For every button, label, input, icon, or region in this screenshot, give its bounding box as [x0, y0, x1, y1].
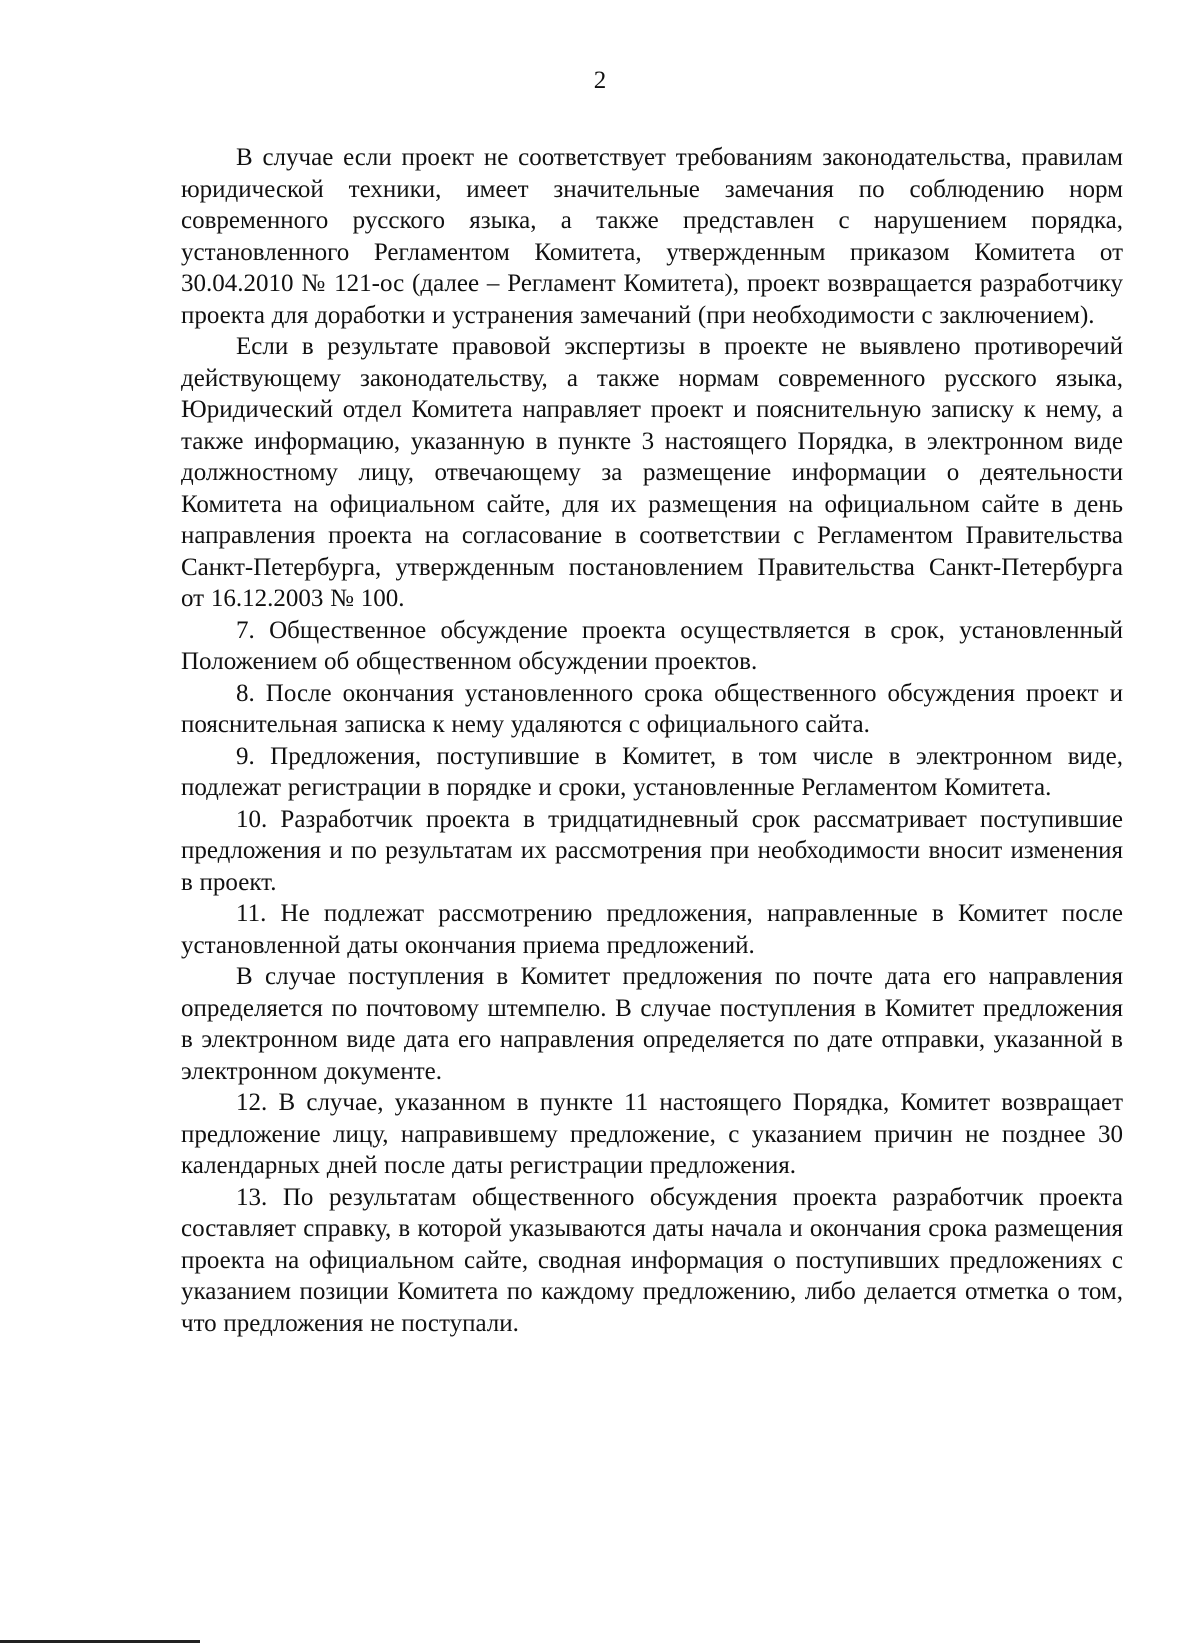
paragraph-item-9: 9. Предложения, поступившие в Комитет, в том числе в электронном виде, подлежат регистрации в порядке и сроки, установленные Регламентом Комитета.: [181, 742, 1123, 801]
document-body: [181, 142, 1123, 1339]
paragraph-item-12: 12. В случае, указанном в пункте 11 настоящего Порядка, Комитет возвращает предложение лицу, направившему предложение, с указанием причин не позднее 30 календарных дней после даты регистрации предложения.: [181, 1089, 1123, 1179]
paragraph-item-11-postal: В случае поступления в Комитет предложения по почте дата его направления определяется по почтовому штемпелю. В случае поступления в Комитет предложения в электронном виде дата его направления определяется по дате отправки, указанной в электронном документе.: [181, 963, 1123, 1085]
paragraph-item-8: 8. После окончания установленного срока общественного обсуждения проект и пояснительная записка к нему удаляются с официального сайта.: [181, 679, 1123, 738]
paragraph-item-10: 10. Разработчик проекта в тридцатидневный срок рассматривает поступившие предложения и по результатам их рассмотрения при необходимости вносит изменения в проект.: [181, 805, 1123, 896]
page-number: 2: [593, 67, 607, 94]
paragraph-item-13: 13. По результатам общественного обсуждения проекта разработчик проекта составляет справку, в которой указываются даты начала и окончания срока размещения проекта на официальном сайте, сводная информация о поступивших предложениях с указанием позиции Комитета по каждому предложению, либо делается отметка о том, что предложения не поступали.: [181, 1183, 1123, 1337]
paragraph-item-7: 7. Общественное обсуждение проекта осуществляется в срок, установленный Положением об общественном обсуждении проектов.: [181, 616, 1123, 675]
bottom-rule-divider: [0, 1640, 200, 1643]
paragraph-return-to-developer: В случае если проект не соответствует требованиям законодательства, правилам юридической техники, имеет значительные замечания по соблюдению норм современного русского языка, а также представлен с нарушением порядка, установленного Регламентом Комитета, утвержденным приказом Комитета от 30.04.2010 № 121-ос (далее – Регламент Комитета), проект возвращается разработчику проекта для доработки и устранения замечаний (при необходимости с заключением).: [181, 144, 1123, 329]
paragraph-item-11: 11. Не подлежат рассмотрению предложения, направленные в Комитет после установленной даты окончания приема предложений.: [181, 900, 1123, 959]
paragraph-legal-expertise: Если в результате правовой экспертизы в проекте не выявлено противоречий действующему законодательству, а также нормам современного русского языка, Юридический отдел Комитета направляет проект и пояснительную записку к нему, а также информацию, указанную в пункте 3 настоящего Порядка, в электронном виде должностному лицу, отвечающему за размещение информации о деятельности Комитета на официальном сайте, для их размещения на официальном сайте в день направления проекта на согласование в соответствии с Регламентом Правительства Санкт-Петербурга, утвержденным постановлением Правительства Санкт-Петербурга от 16.12.2003 № 100.: [181, 333, 1123, 612]
